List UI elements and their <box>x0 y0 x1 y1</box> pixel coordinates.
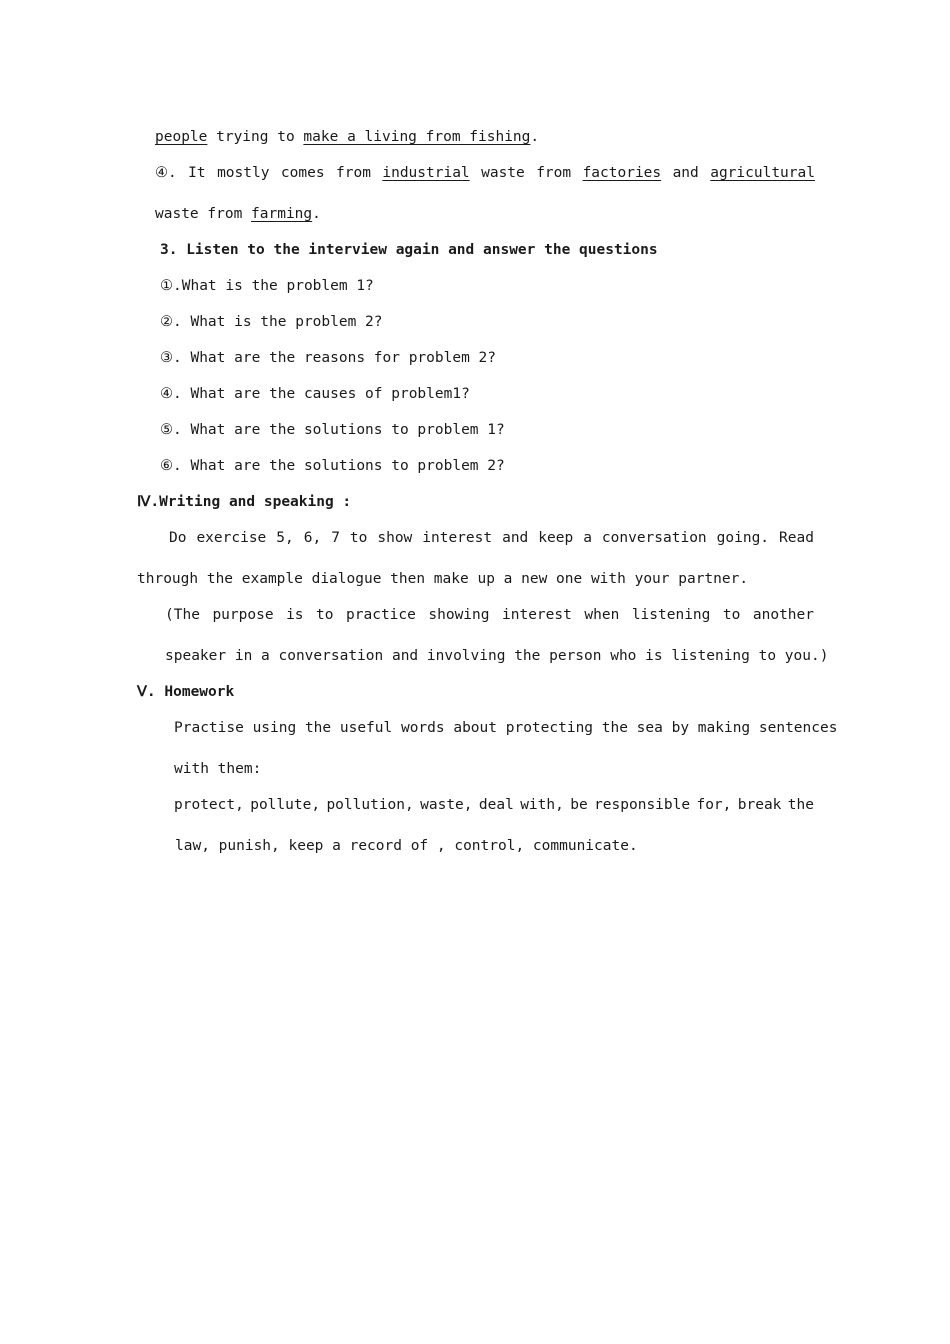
section-4-paragraph-line-1 <box>169 528 814 548</box>
word: 7 <box>331 530 340 546</box>
question-6: ⑥. What are the solutions to problem 2? <box>160 458 505 474</box>
answer-number: ④. <box>155 165 177 181</box>
word: and <box>672 165 699 181</box>
word: listening <box>631 607 711 623</box>
word: from <box>336 165 371 181</box>
purpose-note-line-1 <box>165 605 814 625</box>
word: waste, <box>420 797 473 813</box>
answer-text: trying to <box>207 129 304 145</box>
word: going. <box>716 530 770 546</box>
word: exercise <box>196 530 267 546</box>
homework-line-2: with them: <box>174 761 262 777</box>
section-4-paragraph-line-2: through the example dialogue then make up a new one with your partner. <box>137 571 749 587</box>
word: interest <box>502 607 572 623</box>
word: another <box>752 607 814 623</box>
word: comes <box>280 165 325 181</box>
underlined-answer: farming <box>251 206 313 222</box>
word: when <box>584 607 620 623</box>
word: pollute, <box>250 797 321 813</box>
word: break <box>737 797 782 813</box>
word: the <box>787 797 814 813</box>
word: showing <box>428 607 490 623</box>
question-1: ①.What is the problem 1? <box>160 278 374 294</box>
word: to <box>349 530 368 546</box>
word: from <box>536 165 572 181</box>
answer-4-line-2 <box>155 204 321 224</box>
word: and <box>502 530 529 546</box>
underlined-answer: agricultural <box>710 165 815 181</box>
word: 5, <box>276 530 294 546</box>
purpose-note-line-2: speaker in a conversation and involving the person who is listening to you.) <box>165 648 829 664</box>
word: be <box>570 797 588 813</box>
word: purpose <box>212 607 274 623</box>
underlined-answer: factories <box>582 165 662 181</box>
section-3-heading: 3. Listen to the interview again and answer the questions <box>160 242 658 258</box>
answer-text: . <box>312 206 321 222</box>
word: keep <box>538 530 574 546</box>
word-list-line-2: law, punish, keep a record of , control, communicate. <box>175 838 638 854</box>
word: to <box>316 607 334 623</box>
underlined-answer: industrial <box>382 165 470 181</box>
answer-3-continuation <box>155 127 539 147</box>
homework-line-1: Practise using the useful words about protecting the sea by making sentences <box>174 720 838 736</box>
word: for, <box>696 797 732 813</box>
word: Read <box>779 530 814 546</box>
word: a <box>583 530 592 546</box>
word: It <box>188 165 206 181</box>
word: conversation <box>601 530 707 546</box>
answer-text: waste from <box>155 206 252 222</box>
answer-4-line-1 <box>155 163 815 183</box>
question-2: ②. What is the problem 2? <box>160 314 383 330</box>
word-list-line-1 <box>174 795 814 815</box>
word: protect, <box>174 797 244 813</box>
question-3: ③. What are the reasons for problem 2? <box>160 350 496 366</box>
word: waste <box>481 165 525 181</box>
section-4-heading: Ⅳ.Writing and speaking : <box>137 494 352 510</box>
word: deal <box>478 797 514 813</box>
question-5: ⑤. What are the solutions to problem 1? <box>160 422 505 438</box>
answer-text: . <box>530 129 540 145</box>
word: with, <box>520 797 564 813</box>
word: responsible <box>594 797 691 813</box>
word: Do <box>169 530 187 546</box>
word: is <box>286 607 304 623</box>
word: pollution, <box>326 797 414 813</box>
word: practice <box>346 607 416 623</box>
section-5-heading: Ⅴ. Homework <box>137 684 235 700</box>
question-4: ④. What are the causes of problem1? <box>160 386 470 402</box>
word: mostly <box>217 165 270 181</box>
underlined-answer: people <box>155 129 208 145</box>
word: 6, <box>303 530 322 546</box>
word: interest <box>422 530 493 546</box>
word: (The <box>165 607 200 623</box>
word: to <box>722 607 741 623</box>
underlined-answer: make a living from fishing <box>303 129 531 145</box>
word: show <box>377 530 413 546</box>
